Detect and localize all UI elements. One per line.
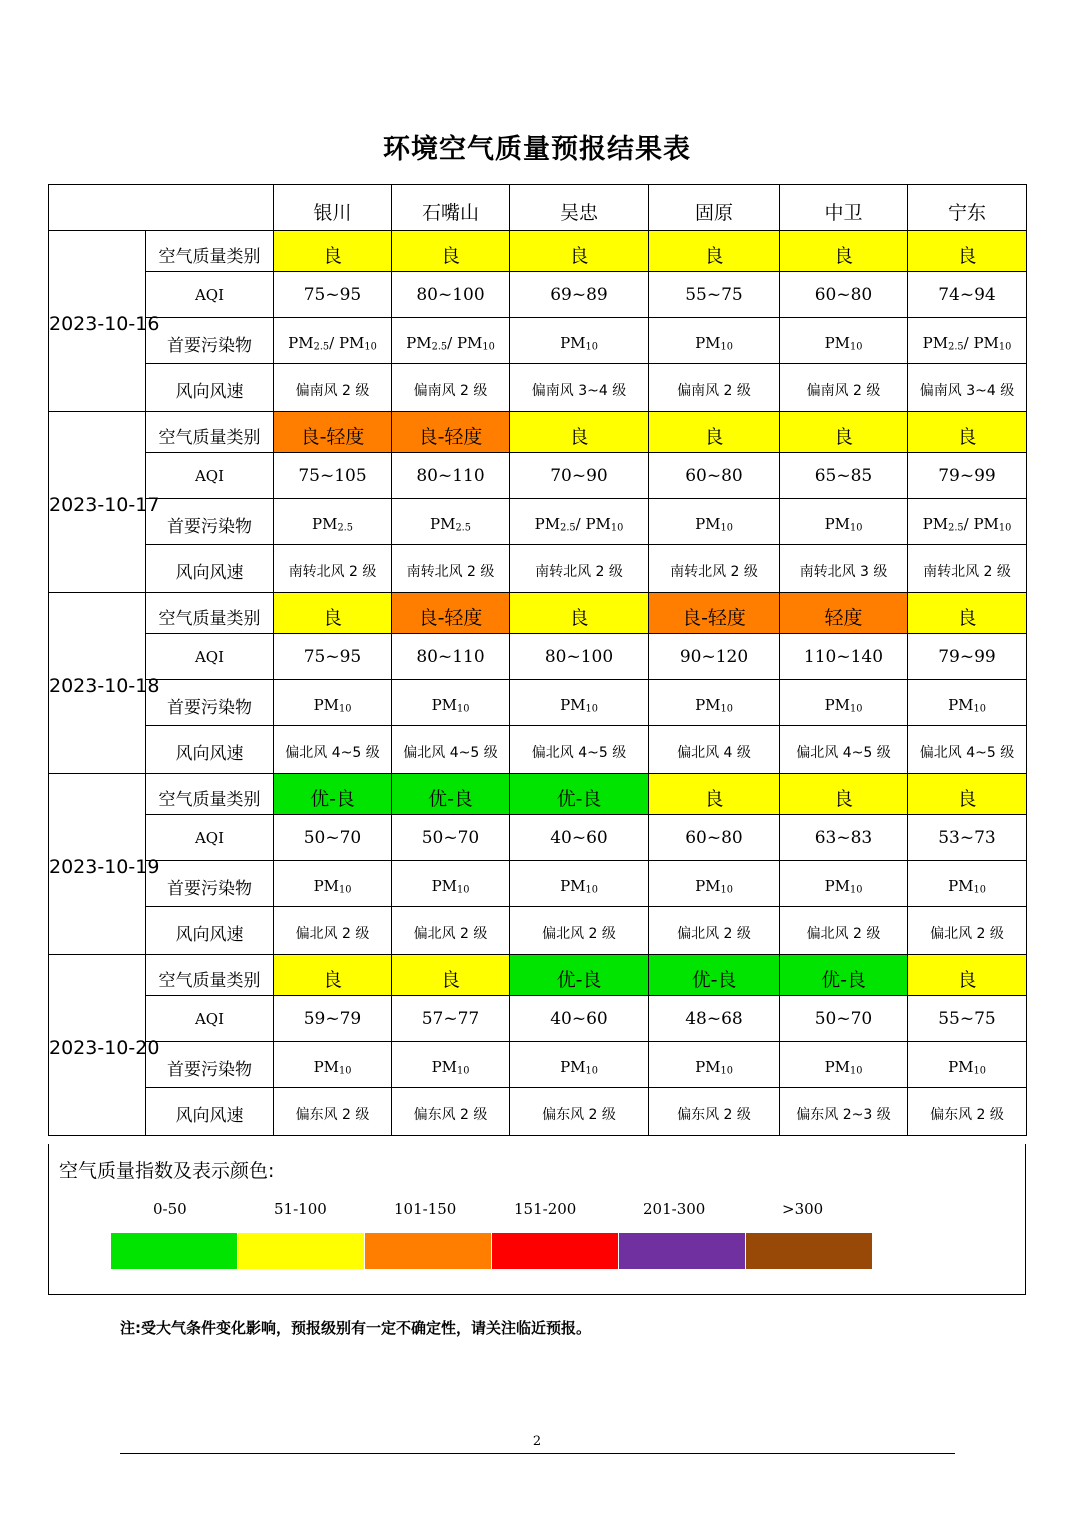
pollutant-part: 10: [457, 884, 470, 896]
pollutant-part: 2.5: [948, 341, 964, 353]
row-label-pollutant: 首要污染物: [146, 861, 274, 907]
pollutant-part: 10: [610, 522, 624, 534]
pollutant-part: PM: [948, 877, 974, 896]
pollutant-part: 10: [720, 703, 733, 715]
category-cell: 良: [908, 955, 1027, 996]
header-row: [49, 185, 1027, 231]
footer-divider: [120, 1453, 955, 1454]
category-cell: 轻度: [780, 593, 908, 634]
wind-cell: 偏东风 2 级: [274, 1088, 392, 1136]
pollutant-cell: [908, 1042, 1027, 1088]
pollutant-part: 2.5: [337, 522, 353, 534]
pollutant-part: PM: [824, 877, 851, 896]
aqi-cell: 70~90: [510, 453, 649, 499]
pollutant-part: PM: [824, 334, 851, 353]
category-cell: 良-轻度: [392, 412, 510, 453]
pollutant-part: 10: [720, 341, 733, 353]
legend-color-swatch: [111, 1233, 237, 1269]
pollutant-part: 2.5: [455, 522, 471, 534]
pollutant-part: 10: [973, 1065, 986, 1077]
pollutant-part: 10: [457, 703, 470, 715]
pollutant-part: PM: [948, 1058, 974, 1077]
aqi-cell: 75~95: [274, 272, 392, 318]
day-aqi-row: [49, 996, 1027, 1042]
wind-cell: 南转北风 3 级: [780, 545, 908, 593]
pollutant-cell: [274, 1042, 392, 1088]
aqi-cell: 55~75: [649, 272, 780, 318]
category-cell: 良: [780, 412, 908, 453]
legend-color-swatch: [238, 1233, 364, 1269]
pollutant-part: PM: [288, 334, 314, 353]
pollutant-part: PM: [824, 1058, 851, 1077]
pollutant-cell: [392, 861, 510, 907]
pollutant-cell: [510, 861, 649, 907]
row-label-category: 空气质量类别: [146, 412, 274, 453]
wind-cell: 偏北风 2 级: [649, 907, 780, 955]
category-cell: 优-良: [274, 774, 392, 815]
legend-color-swatch: [619, 1233, 745, 1269]
pollutant-part: 10: [585, 884, 598, 896]
pollutant-part: / PM: [447, 334, 483, 353]
category-cell: 良: [274, 231, 392, 272]
aqi-cell: 50~70: [274, 815, 392, 861]
day-pollutant-row: [49, 318, 1027, 364]
pollutant-part: 10: [850, 341, 863, 353]
page-title: 环境空气质量预报结果表: [383, 134, 691, 165]
aqi-color-legend: [48, 1144, 1026, 1295]
pollutant-cell: [908, 680, 1027, 726]
category-cell: 优-良: [392, 774, 510, 815]
pollutant-part: PM: [431, 877, 458, 896]
wind-cell: 南转北风 2 级: [510, 545, 649, 593]
pollutant-part: 10: [850, 522, 863, 534]
pollutant-part: 10: [850, 703, 863, 715]
aqi-cell: 79~99: [908, 453, 1027, 499]
aqi-cell: 55~75: [908, 996, 1027, 1042]
pollutant-cell: [510, 1042, 649, 1088]
category-cell: 良: [274, 955, 392, 996]
pollutant-part: PM: [431, 1058, 458, 1077]
pollutant-part: PM: [560, 334, 586, 353]
wind-cell: 偏北风 4~5 级: [392, 726, 510, 774]
pollutant-part: PM: [430, 515, 456, 534]
day-aqi-row: [49, 453, 1027, 499]
pollutant-part: PM: [313, 877, 340, 896]
pollutant-cell: [392, 1042, 510, 1088]
pollutant-cell: [510, 499, 649, 545]
wind-cell: 南转北风 2 级: [392, 545, 510, 593]
pollutant-cell: [649, 1042, 780, 1088]
day-category-row: [49, 774, 1027, 815]
row-label-aqi: AQI: [146, 996, 274, 1042]
wind-cell: 偏东风 2 级: [649, 1088, 780, 1136]
pollutant-part: 10: [585, 703, 598, 715]
pollutant-part: 2.5: [313, 341, 330, 353]
legend-color-swatch: [492, 1233, 618, 1269]
wind-cell: 偏南风 2 级: [392, 364, 510, 412]
legend-color-swatch: [365, 1233, 491, 1269]
wind-cell: 偏南风 2 级: [274, 364, 392, 412]
wind-cell: 南转北风 2 级: [908, 545, 1027, 593]
row-label-pollutant: 首要污染物: [146, 1042, 274, 1088]
aqi-cell: 50~70: [392, 815, 510, 861]
pollutant-part: PM: [560, 696, 586, 715]
pollutant-part: 10: [364, 341, 377, 353]
forecast-date: 2023-10-17: [49, 412, 146, 593]
day-aqi-row: [49, 634, 1027, 680]
category-cell: 良: [510, 231, 649, 272]
aqi-cell: 80~100: [392, 272, 510, 318]
wind-cell: 偏东风 2 级: [908, 1088, 1027, 1136]
aqi-cell: 59~79: [274, 996, 392, 1042]
wind-cell: 偏北风 2 级: [510, 907, 649, 955]
wind-cell: 偏北风 2 级: [392, 907, 510, 955]
pollutant-part: PM: [824, 696, 851, 715]
pollutant-part: PM: [695, 515, 721, 534]
category-cell: 良-轻度: [392, 593, 510, 634]
pollutant-cell: [392, 499, 510, 545]
row-label-wind: 风向风速: [146, 364, 274, 412]
pollutant-part: 2.5: [560, 522, 576, 534]
wind-cell: 南转北风 2 级: [649, 545, 780, 593]
day-aqi-row: [49, 815, 1027, 861]
pollutant-cell: [274, 499, 392, 545]
row-label-wind: 风向风速: [146, 1088, 274, 1136]
row-label-wind: 风向风速: [146, 726, 274, 774]
day-pollutant-row: [49, 1042, 1027, 1088]
pollutant-cell: [649, 499, 780, 545]
pollutant-part: / PM: [575, 515, 611, 534]
pollutant-cell: [274, 680, 392, 726]
row-label-category: 空气质量类别: [146, 955, 274, 996]
legend-range-label: 101-150: [394, 1200, 457, 1218]
pollutant-part: PM: [406, 334, 432, 353]
wind-cell: 偏东风 2 级: [510, 1088, 649, 1136]
day-pollutant-row: [49, 499, 1027, 545]
pollutant-part: PM: [695, 877, 721, 896]
aqi-cell: 69~89: [510, 272, 649, 318]
category-cell: 良: [649, 231, 780, 272]
forecast-date: 2023-10-20: [49, 955, 146, 1136]
pollutant-part: 2.5: [948, 522, 964, 534]
pollutant-cell: [274, 318, 392, 364]
row-label-category: 空气质量类别: [146, 231, 274, 272]
page-number: 2: [532, 1434, 542, 1449]
wind-cell: 偏北风 2 级: [908, 907, 1027, 955]
wind-cell: 偏南风 2 级: [780, 364, 908, 412]
category-cell: 良: [780, 231, 908, 272]
category-cell: 良: [649, 774, 780, 815]
pollutant-part: PM: [431, 696, 458, 715]
wind-cell: 偏北风 2 级: [780, 907, 908, 955]
wind-cell: 偏北风 4~5 级: [780, 726, 908, 774]
city-header: 中卫: [780, 185, 908, 231]
legend-color-swatch: [746, 1233, 872, 1269]
row-label-pollutant: 首要污染物: [146, 680, 274, 726]
forecast-table: [48, 184, 1027, 1136]
legend-range-label: 51-100: [274, 1200, 327, 1218]
aqi-cell: 90~120: [649, 634, 780, 680]
category-cell: 良: [908, 412, 1027, 453]
day-category-row: [49, 412, 1027, 453]
aqi-cell: 48~68: [649, 996, 780, 1042]
category-cell: 良-轻度: [649, 593, 780, 634]
aqi-cell: 75~105: [274, 453, 392, 499]
pollutant-part: 10: [973, 884, 986, 896]
row-label-pollutant: 首要污染物: [146, 499, 274, 545]
wind-cell: 偏南风 3~4 级: [908, 364, 1027, 412]
corner-cell: [49, 185, 274, 231]
aqi-cell: 40~60: [510, 996, 649, 1042]
legend-range-label: 201-300: [643, 1200, 706, 1218]
pollutant-cell: [274, 861, 392, 907]
forecast-date: 2023-10-19: [49, 774, 146, 955]
legend-title: 空气质量指数及表示颜色:: [59, 1160, 275, 1182]
aqi-cell: 53~73: [908, 815, 1027, 861]
category-cell: 良: [510, 412, 649, 453]
category-cell: 良: [649, 412, 780, 453]
wind-cell: 偏北风 4~5 级: [274, 726, 392, 774]
legend-range-label: 151-200: [514, 1200, 577, 1218]
legend-range-label: 0-50: [153, 1200, 187, 1218]
pollutant-part: PM: [312, 515, 338, 534]
row-label-wind: 风向风速: [146, 545, 274, 593]
pollutant-part: 10: [998, 341, 1012, 353]
category-cell: 优-良: [649, 955, 780, 996]
aqi-cell: 63~83: [780, 815, 908, 861]
disclaimer-note: 注:受大气条件变化影响，预报级别有一定不确定性，请关注临近预报。: [120, 1319, 592, 1337]
pollutant-part: 10: [457, 1065, 470, 1077]
category-cell: 良: [908, 231, 1027, 272]
row-label-category: 空气质量类别: [146, 593, 274, 634]
day-category-row: [49, 231, 1027, 272]
aqi-cell: 50~70: [780, 996, 908, 1042]
category-cell: 优-良: [780, 955, 908, 996]
aqi-cell: 60~80: [649, 815, 780, 861]
row-label-wind: 风向风速: [146, 907, 274, 955]
pollutant-part: PM: [695, 696, 721, 715]
pollutant-part: 10: [339, 703, 352, 715]
pollutant-cell: [780, 680, 908, 726]
pollutant-part: / PM: [329, 334, 365, 353]
pollutant-part: PM: [695, 1058, 721, 1077]
category-cell: 良: [908, 774, 1027, 815]
pollutant-cell: [780, 318, 908, 364]
wind-cell: 偏东风 2 级: [392, 1088, 510, 1136]
pollutant-part: PM: [824, 515, 851, 534]
pollutant-cell: [649, 861, 780, 907]
city-header: 银川: [274, 185, 392, 231]
pollutant-part: 10: [973, 703, 986, 715]
row-label-aqi: AQI: [146, 634, 274, 680]
aqi-cell: 60~80: [780, 272, 908, 318]
pollutant-part: 10: [720, 1065, 733, 1077]
pollutant-cell: [649, 318, 780, 364]
category-cell: 良-轻度: [274, 412, 392, 453]
row-label-aqi: AQI: [146, 272, 274, 318]
pollutant-cell: [908, 318, 1027, 364]
pollutant-part: PM: [695, 334, 721, 353]
aqi-cell: 75~95: [274, 634, 392, 680]
day-category-row: [49, 955, 1027, 996]
pollutant-part: PM: [948, 696, 974, 715]
day-wind-row: [49, 1088, 1027, 1136]
wind-cell: 偏北风 2 级: [274, 907, 392, 955]
city-header: 石嘴山: [392, 185, 510, 231]
city-header: 吴忠: [510, 185, 649, 231]
wind-cell: 偏南风 3~4 级: [510, 364, 649, 412]
pollutant-part: / PM: [963, 515, 999, 534]
pollutant-cell: [780, 499, 908, 545]
pollutant-cell: [510, 318, 649, 364]
pollutant-part: 10: [585, 1065, 598, 1077]
pollutant-part: PM: [313, 1058, 340, 1077]
pollutant-part: 10: [720, 522, 733, 534]
day-wind-row: [49, 907, 1027, 955]
category-cell: 良: [510, 593, 649, 634]
row-label-category: 空气质量类别: [146, 774, 274, 815]
wind-cell: 偏东风 2~3 级: [780, 1088, 908, 1136]
day-wind-row: [49, 364, 1027, 412]
aqi-cell: 40~60: [510, 815, 649, 861]
pollutant-part: 10: [720, 884, 733, 896]
pollutant-part: 10: [850, 884, 863, 896]
pollutant-cell: [510, 680, 649, 726]
row-label-pollutant: 首要污染物: [146, 318, 274, 364]
wind-cell: 偏北风 4 级: [649, 726, 780, 774]
aqi-cell: 65~85: [780, 453, 908, 499]
aqi-cell: 74~94: [908, 272, 1027, 318]
day-wind-row: [49, 726, 1027, 774]
city-header: 固原: [649, 185, 780, 231]
pollutant-part: PM: [560, 1058, 586, 1077]
pollutant-cell: [780, 861, 908, 907]
city-header: 宁东: [908, 185, 1027, 231]
category-cell: 良: [908, 593, 1027, 634]
row-label-aqi: AQI: [146, 815, 274, 861]
category-cell: 优-良: [510, 955, 649, 996]
pollutant-part: / PM: [963, 334, 999, 353]
aqi-cell: 80~110: [392, 453, 510, 499]
pollutant-cell: [908, 861, 1027, 907]
pollutant-cell: [392, 680, 510, 726]
pollutant-part: 2.5: [431, 341, 448, 353]
legend-range-label: >300: [782, 1200, 824, 1218]
pollutant-cell: [392, 318, 510, 364]
pollutant-cell: [908, 499, 1027, 545]
forecast-date: 2023-10-18: [49, 593, 146, 774]
pollutant-part: PM: [313, 696, 340, 715]
wind-cell: 偏南风 2 级: [649, 364, 780, 412]
category-cell: 良: [274, 593, 392, 634]
day-wind-row: [49, 545, 1027, 593]
pollutant-part: PM: [922, 515, 949, 534]
row-label-aqi: AQI: [146, 453, 274, 499]
aqi-cell: 57~77: [392, 996, 510, 1042]
category-cell: 良: [392, 231, 510, 272]
day-category-row: [49, 593, 1027, 634]
aqi-cell: 80~100: [510, 634, 649, 680]
pollutant-part: 10: [482, 341, 495, 353]
category-cell: 良: [780, 774, 908, 815]
pollutant-cell: [780, 1042, 908, 1088]
pollutant-part: 10: [339, 1065, 352, 1077]
category-cell: 良: [392, 955, 510, 996]
aqi-cell: 80~110: [392, 634, 510, 680]
category-cell: 优-良: [510, 774, 649, 815]
pollutant-cell: [649, 680, 780, 726]
wind-cell: 偏北风 4~5 级: [908, 726, 1027, 774]
pollutant-part: 10: [585, 341, 598, 353]
pollutant-part: 10: [850, 1065, 863, 1077]
day-aqi-row: [49, 272, 1027, 318]
pollutant-part: 10: [998, 522, 1012, 534]
wind-cell: 南转北风 2 级: [274, 545, 392, 593]
pollutant-part: PM: [534, 515, 561, 534]
pollutant-part: 10: [339, 884, 352, 896]
day-pollutant-row: [49, 680, 1027, 726]
aqi-cell: 60~80: [649, 453, 780, 499]
wind-cell: 偏北风 4~5 级: [510, 726, 649, 774]
aqi-cell: 79~99: [908, 634, 1027, 680]
pollutant-part: PM: [922, 334, 949, 353]
aqi-cell: 110~140: [780, 634, 908, 680]
forecast-date: 2023-10-16: [49, 231, 146, 412]
pollutant-part: PM: [560, 877, 586, 896]
day-pollutant-row: [49, 861, 1027, 907]
